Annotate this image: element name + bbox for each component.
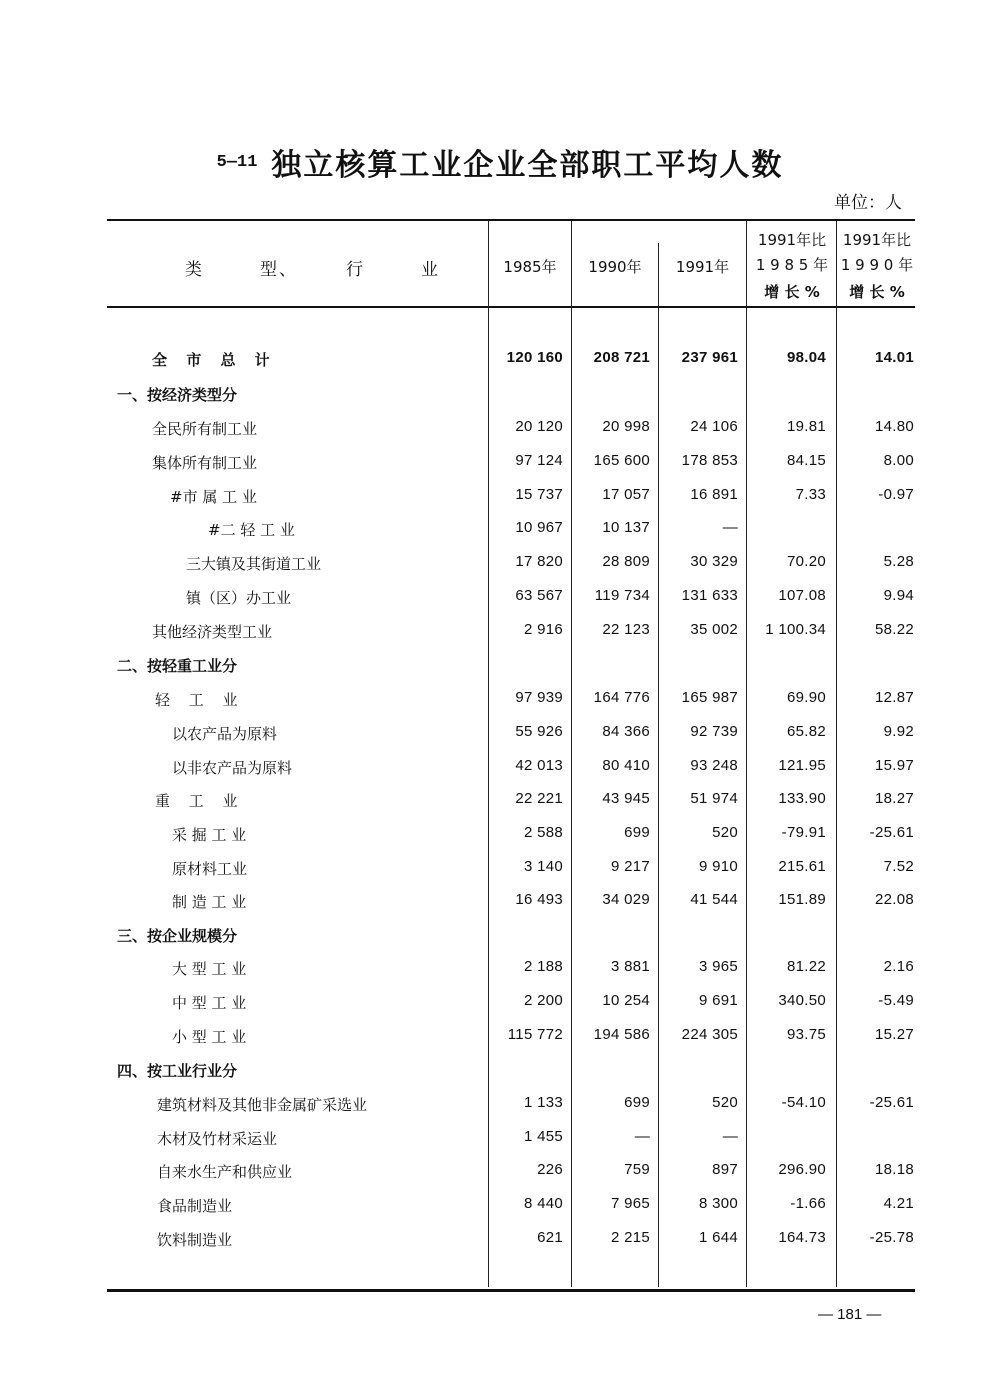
section-heading: 二、按轻重工业分 (117, 657, 238, 675)
header-cmp1-line1: 1991年比 (757, 231, 827, 249)
table-title (0, 140, 1000, 184)
table-row: 木材及竹材采运业 1 455 — — (157, 1128, 738, 1148)
bottom-rule (107, 1289, 915, 1292)
section-heading: 四、按工业行业分 (117, 1062, 238, 1080)
table-row-total: 全 市 总 计 120 160 208 721 237 961 98.04 14.01 (152, 349, 914, 369)
table-row: 以非农产品为原料 42 013 80 410 93 248 121.95 15.97 (172, 757, 914, 777)
header-rule (107, 306, 915, 308)
table-row: 饮料制造业 621 2 215 1 644 164.73 -25.78 (157, 1229, 914, 1249)
header-cmp2-line2: 1 9 9 0 年 (840, 256, 914, 274)
table-row: 食品制造业 8 440 7 965 8 300 -1.66 4.21 (157, 1195, 914, 1215)
header-type-industry: 类 型、 行 业 (185, 260, 440, 280)
table-row: #二 轻 工 业 10 967 10 137 — (208, 519, 738, 539)
table-row: 大 型 工 业 2 188 3 881 3 965 81.22 2.16 (172, 958, 914, 978)
table-row: 建筑材料及其他非金属矿采选业 1 133 699 520 -54.10 -25.61 (157, 1094, 914, 1114)
table-row: 重 工 业 22 221 43 945 51 974 133.90 18.27 (155, 790, 914, 810)
table-row: 原材料工业 3 140 9 217 9 910 215.61 7.52 (172, 858, 914, 878)
table-row: 集体所有制工业 97 124 165 600 178 853 84.15 8.00 (152, 452, 914, 472)
section-heading: 三、按企业规模分 (117, 927, 238, 945)
table-row: 中 型 工 业 2 200 10 254 9 691 340.50 -5.49 (172, 992, 914, 1012)
table-row: 三大镇及其街道工业 17 820 28 809 30 329 70.20 5.28 (186, 553, 914, 573)
table-row: 全民所有制工业 20 120 20 998 24 106 19.81 14.80 (152, 418, 914, 438)
header-1985: 1985年 (503, 258, 557, 276)
header-cmp1-line3: 增 长 % (764, 283, 820, 301)
table-row: #市 属 工 业 15 737 17 057 16 891 7.33 -0.97 (170, 486, 914, 506)
table-row: 镇（区）办工业 63 567 119 734 131 633 107.08 9.94 (186, 587, 914, 607)
table-row: 轻 工 业 97 939 164 776 165 987 69.90 12.87 (155, 689, 914, 709)
unit-label: 单位：人 (834, 193, 902, 213)
page-number: — 181 — (818, 1306, 882, 1323)
header-1990: 1990年 (588, 258, 642, 276)
header-cmp2-line3: 增 长 % (849, 283, 905, 301)
header-cmp2-line1: 1991年比 (842, 231, 912, 249)
table-row: 小 型 工 业 115 772 194 586 224 305 93.75 15.27 (172, 1026, 914, 1046)
table-title-text: 独立核算工业企业全部职工平均人数 (271, 148, 784, 183)
table-row: 采 掘 工 业 2 588 699 520 -79.91 -25.61 (172, 824, 914, 844)
top-rule (107, 219, 915, 221)
section-heading: 一、按经济类型分 (117, 386, 238, 404)
table-code: 5—11 (216, 152, 258, 172)
header-cmp1-line2: 1 9 8 5 年 (755, 256, 829, 274)
table-row: 自来水生产和供应业 226 759 897 296.90 18.18 (157, 1161, 914, 1181)
table-row: 制 造 工 业 16 493 34 029 41 544 151.89 22.08 (172, 891, 914, 911)
table-row: 以农产品为原料 55 926 84 366 92 739 65.82 9.92 (172, 723, 914, 743)
header-1991: 1991年 (675, 258, 730, 276)
table-row: 其他经济类型工业 2 916 22 123 35 002 1 100.34 58.22 (152, 621, 914, 641)
